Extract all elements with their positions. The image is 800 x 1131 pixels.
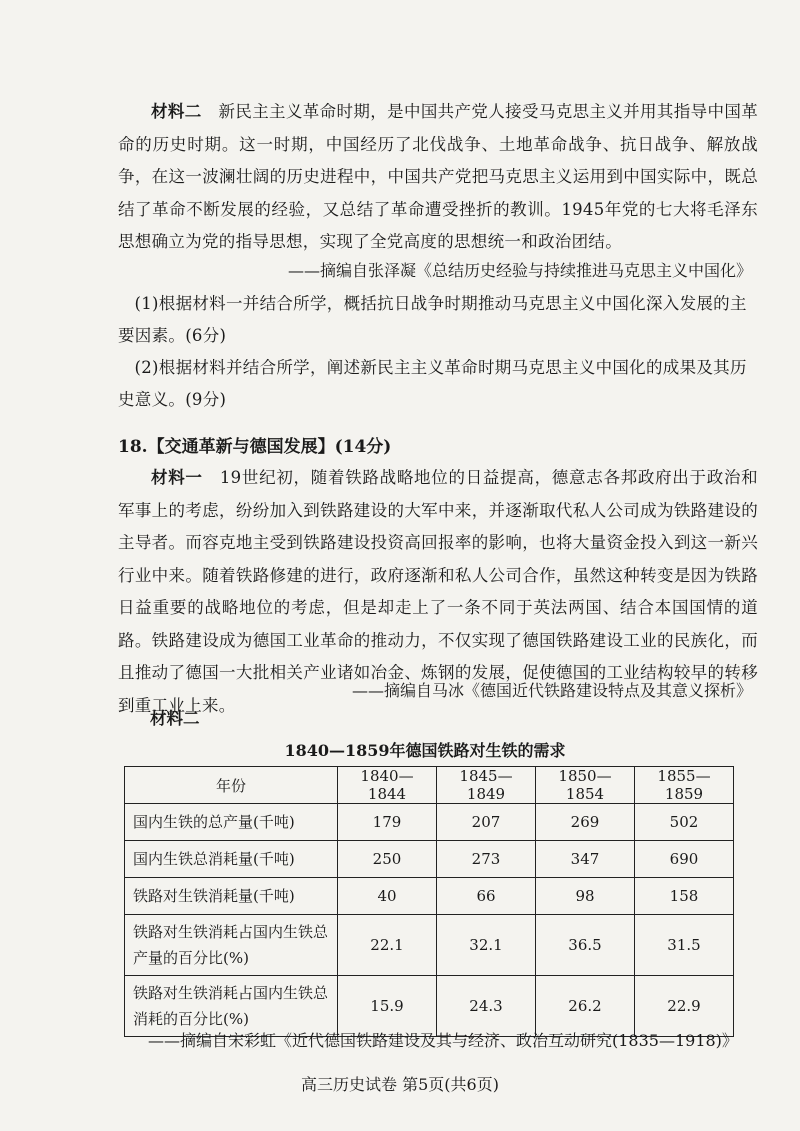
table-row [125,915,734,976]
page-footer: 高三历史试卷 第5页(共6页) [301,1075,499,1094]
table-row [125,878,734,915]
material-label: 材料一 [151,468,203,487]
header-cell: 年份 [125,767,338,804]
table-row [125,804,734,841]
table-cell: 690 [635,841,734,878]
table-cell: 179 [338,804,437,841]
table-cell: 347 [536,841,635,878]
table-cell: 98 [536,878,635,915]
material-text: 新民主主义革命时期，是中国共产党人接受马克思主义并用其指导中国革命的历史时期。这一时期，中国经历了北伐战争、土地革命战争、抗日战争、解放战争，在这一波澜壮阔的历史进程中，中国共产党把马克思主义运用到中国实际中，既总结了革命不断发展的经验，又总结了革命遭受挫折的教训。1945年党的七大将毛泽东思想确立为党的指导思想，实现了全党高度的思想统一和政治团结。 [118,102,758,251]
row-label: 铁路对生铁消耗占国内生铁总产量的百分比(%) [125,915,338,976]
header-cell: 1840—1844 [338,767,437,804]
q17-material2-paragraph [118,96,758,259]
header-cell: 1845—1849 [437,767,536,804]
material-label: 材料二 [151,102,202,121]
table-cell: 24.3 [437,976,536,1037]
table-cell: 22.9 [635,976,734,1037]
table-cell: 66 [437,878,536,915]
table-cell: 22.1 [338,915,437,976]
table-cell: 31.5 [635,915,734,976]
table-cell: 250 [338,841,437,878]
table-cell: 40 [338,878,437,915]
row-label: 国内生铁总消耗量(千吨) [125,841,338,878]
table-cell: 158 [635,878,734,915]
table-cell: 26.2 [536,976,635,1037]
q17-subquestion-1: (1)根据材料一并结合所学，概括抗日战争时期推动马克思主义中国化深入发展的主要因素。(6分) [118,294,747,345]
table-title: 1840—1859年德国铁路对生铁的需求 [284,741,566,760]
table-cell: 15.9 [338,976,437,1037]
q18-material2-source: ——摘编自宋彩虹《近代德国铁路建设及其与经济、政治互动研究(1835—1918)》 [148,1031,738,1050]
row-label: 国内生铁的总产量(千吨) [125,804,338,841]
q18-title: 18.【交通革新与德国发展】(14分) [118,437,392,457]
table-cell: 269 [536,804,635,841]
table-row [125,841,734,878]
q18-material2-label: 材料二 [150,709,200,728]
q17-subquestion-2: (2)根据材料并结合所学，阐述新民主主义革命时期马克思主义中国化的成果及其历史意义。(9分) [118,358,747,409]
row-label: 铁路对生铁消耗占国内生铁总消耗的百分比(%) [125,976,338,1037]
table-cell: 502 [635,804,734,841]
table-cell: 36.5 [536,915,635,976]
q17-material2-source: ——摘编自张泽凝《总结历史经验与持续推进马克思主义中国化》 [287,261,752,280]
header-cell: 1850—1854 [536,767,635,804]
table-cell: 273 [437,841,536,878]
q18-material1-source: ——摘编自马冰《德国近代铁路建设特点及其意义探析》 [351,681,752,700]
material-text: 19世纪初，随着铁路战略地位的日益提高，德意志各邦政府出于政治和军事上的考虑，纷纷加入到铁路建设的大军中来，并逐渐取代私人公司成为铁路建设的主导者。而容克地主受到铁路建设投资高回报率的影响，也将大量资金投入到这一新兴行业中来。随着铁路修建的进行，政府逐渐和私人公司合作，虽然这种转变是因为铁路日益重要的战略地位的考虑，但是却走上了一条不同于英法两国、结合本国国情的道路。铁路建设成为德国工业革命的推动力，不仅实现了德国铁路建设工业的民族化，而且推动了德国一大批相关产业诸如冶金、炼钢的发展，促使德国的工业结构较早的转移到重工业上来。 [118,468,758,715]
header-cell: 1855—1859 [635,767,734,804]
table-cell: 207 [437,804,536,841]
row-label: 铁路对生铁消耗量(千吨) [125,878,338,915]
pig-iron-demand-table [124,766,734,1037]
table-cell: 32.1 [437,915,536,976]
table-header-row [125,767,734,804]
